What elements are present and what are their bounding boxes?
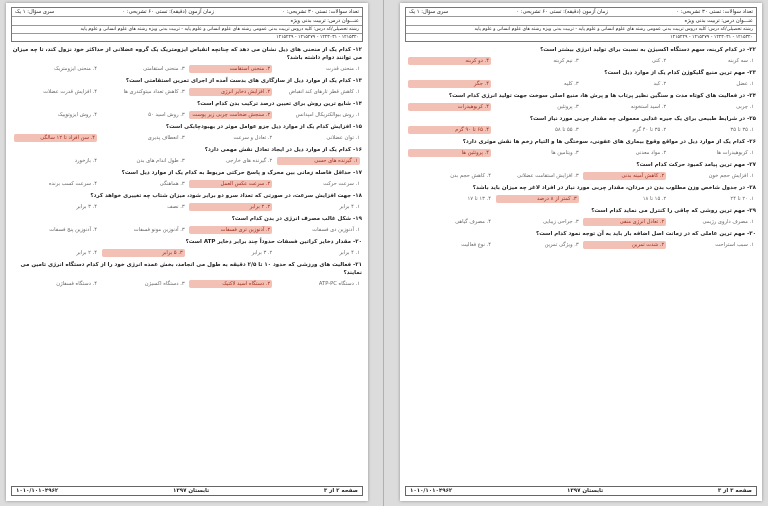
answer-option[interactable]: ۳. دستگاه اکسیژن <box>144 281 185 287</box>
answer-option[interactable]: ۱. روش بیوالکتریکال امپدانس <box>295 112 360 118</box>
answer-option[interactable]: ۳. پروتئین <box>557 104 579 110</box>
answer-option[interactable]: ۱. ۴ برابر <box>339 250 360 256</box>
page-footer <box>11 486 363 496</box>
answer-option[interactable]: ۱. سبب استراحت <box>715 242 754 248</box>
highlighted-answer[interactable]: ۳. کمتر از ۸ درصد <box>496 195 579 203</box>
question <box>12 261 362 288</box>
answer-option[interactable]: ۲. اسید استخونه <box>630 104 667 110</box>
exam-term: تابستان ۱۳۹۷ <box>567 488 604 494</box>
answer-option[interactable]: ۳. آدنوزین مونو فسفات <box>133 227 185 233</box>
highlighted-answer[interactable]: ۲. ۲ برابر <box>189 203 272 211</box>
doc-code: ۱۰۱۰/۱۰۱۰۴۹۶۲ <box>16 488 59 494</box>
header-field-row <box>12 26 362 34</box>
highlighted-answer[interactable]: ۴. کربوهیدرات <box>408 103 491 111</box>
answer-options <box>406 241 756 249</box>
answer-option[interactable]: ۱. توان عضلانی <box>326 135 360 141</box>
question <box>12 100 362 119</box>
answer-option[interactable]: ۲. ۳ برابر <box>251 250 273 256</box>
highlighted-answer[interactable]: ۴. ۶۵ تا ۹۰ گرم <box>408 126 491 134</box>
highlighted-answer[interactable]: ۴. پروتئین ها <box>408 149 491 157</box>
question-text: ۲۸- در جدول شاخص وزن مطلوب بدن در مردان، مقدار چربی مورد نیاز در افراد لاغر چه میزان باید باشد؟ <box>472 185 756 191</box>
answer-options <box>406 172 756 180</box>
answer-option[interactable]: ۳. ویتامین ها <box>551 150 579 156</box>
highlighted-answer[interactable]: ۳. ۵ برابر <box>102 249 185 257</box>
answer-option[interactable]: ۴. دستگاه فسفاژن <box>56 281 98 287</box>
question-text: ۱۲- کدام یک از منحنی های ذیل نشان می دهد که چنانچه انقباض ایزومتریک یک گروه عضلانی از حداکثر خود نزول کند، تا چه میزان می توانند دوام داشته باشد؟ <box>12 47 362 61</box>
answer-option[interactable]: ۴. سرعت کسب برنده <box>48 181 98 187</box>
header-meta-row <box>12 8 362 17</box>
answer-option[interactable]: ۲. مواد معدنی <box>635 150 667 156</box>
question <box>406 184 756 203</box>
answer-option[interactable]: ۴. افزایش قدرت عضلات <box>43 89 98 95</box>
answer-options <box>12 134 362 142</box>
highlighted-answer[interactable]: ۱. گیرنده های حسی <box>277 157 360 165</box>
course-title: عنـــوان درس: تربیت بدنی ویژه <box>684 18 753 24</box>
header-course-row <box>406 17 756 26</box>
answer-option[interactable]: ۴. ۲ برابر <box>76 250 98 256</box>
question-text: ۳۰- مهم ترین عاملی که در زمانت اصل اضافه بار باید به آن توجه نمود کدام است؟ <box>536 231 756 237</box>
question-text: ۲۱- فعالیت های ورزشی که حدود ۱۰ تا ۲/۵ دقیقه به طول می انجامد، بخش عمده انرژی خود را از کدام دستگاه انرژی تامین می نمایند؟ <box>20 262 362 276</box>
question-text: ۱۵- افزایش کدام یک از موارد ذیل جزو عوامل موثر در بهبودچابکی است؟ <box>165 124 362 130</box>
answer-option[interactable]: ۳. هماهنگی <box>159 181 185 187</box>
answer-option[interactable]: ۳. ویژگی تمرین <box>544 242 579 248</box>
answer-option[interactable]: ۱. مصرف داروی رژیمی <box>702 219 754 225</box>
answer-option[interactable]: ۲. تعادل و سرعت <box>233 135 273 141</box>
exam-page-2 <box>6 3 368 501</box>
answer-option[interactable]: ۴. منحنی ایزومتریک <box>54 66 98 72</box>
answer-option[interactable]: ۳. روش اسید ۵۰ <box>148 112 185 118</box>
answer-option[interactable]: ۴. ۳ برابر <box>76 204 98 210</box>
exam-page-3 <box>400 3 762 501</box>
answer-option[interactable]: ۱. منحنی قدرت <box>326 66 360 72</box>
answer-option[interactable]: ۱. سرعت حرکت <box>323 181 360 187</box>
question-list <box>406 46 756 249</box>
question-text: ۲۳- مهم ترین منبع گلیکوژن کدام یک از موارد ذیل است؟ <box>604 70 756 76</box>
highlighted-answer[interactable]: ۲. دستگاه اسید لاکتیک <box>189 280 272 288</box>
question-list <box>12 46 362 288</box>
answer-option[interactable]: ۱. ۴ برابر <box>339 204 360 210</box>
answer-option[interactable]: ۱. چربی <box>736 104 754 110</box>
answer-options <box>12 157 362 165</box>
field-of-study: رشته تحصیلی/کد درس: کلیه دروس تربیت بدنی عمومی رشته های علوم انسانی و علوم پایه - تربیت بدنی ویژه رشته های علوم انسانی و علوم پایه <box>474 27 753 32</box>
question-series: سری سؤال: ۱ یک <box>409 9 449 15</box>
question-text: ۲۴- در فعالیت های کوتاه مدت و سنگین نظیر پرتاب ها و پرش ها، منبع اصلی سوخت جهت تولید انرژی کدام است؟ <box>448 93 756 99</box>
question-text: ۲۶- کدام یک از موارد ذیل در مواقع وقوع بیماری های عفونی، سوختگی ها و التیام زخم ها نقش موثری دارد؟ <box>462 139 756 145</box>
page-number: صفحه ۲ از ۳ <box>323 488 358 494</box>
answer-option[interactable]: ۳. انعطاف پذیری <box>147 135 185 141</box>
exam-term: تابستان ۱۳۹۷ <box>173 488 210 494</box>
page-footer <box>405 486 757 496</box>
answer-option[interactable]: ۱. ۳۵ تا ۳۵ <box>730 127 754 133</box>
header-codes-row <box>12 34 362 41</box>
field-of-study: رشته تحصیلی/کد درس: کلیه دروس تربیت بدنی عمومی رشته های علوم انسانی و علوم پایه - تربیت بدنی ویژه رشته های علوم انسانی و علوم پایه <box>80 27 359 32</box>
answer-options <box>406 57 756 65</box>
header-meta-row <box>406 8 756 17</box>
question-text: ۲۲- در کدام کربنه، سهم دستگاه اکسیژن به نسبت برای تولید انرژی بیشتر است؟ <box>540 47 756 53</box>
answer-option[interactable]: ۴. مصرف گیاهی <box>455 219 492 225</box>
course-title: عنـــوان درس: تربیت بدنی ویژه <box>290 18 359 24</box>
question-count: تعداد سوالات: تستی ۳۰ تشریحی: ۰ <box>676 9 753 15</box>
question-text: ۱۶- کدام یک از موارد ذیل در ایجاد تعادل نقش مهمی دارد؟ <box>204 147 362 153</box>
question-series: سری سؤال: ۱ یک <box>15 9 55 15</box>
answer-option[interactable]: ۳. افزایش استقامت عضلانی <box>517 173 579 179</box>
question-text: ۲۹- مهم ترین روشی که چاقی را کنترل می نماید کدام است؟ <box>591 208 756 214</box>
exam-time: زمان آزمون (دقیقه): تستی ۶۰ تشریحی: ۰ <box>516 9 608 15</box>
question <box>12 123 362 142</box>
question <box>406 69 756 88</box>
answer-option[interactable]: ۳. نیم کربنه <box>553 58 579 64</box>
answer-option[interactable]: ۳. منحنی استقامتی <box>143 66 185 72</box>
answer-option[interactable]: ۲. گیرنده های خارجی <box>225 158 273 164</box>
answer-options <box>12 203 362 211</box>
answer-option[interactable]: ۲. ۳۵ تا ۴۰ گرم <box>632 127 667 133</box>
answer-option[interactable]: ۱. کربوهیدرات ها <box>716 150 754 156</box>
question <box>12 215 362 234</box>
header-field-row <box>406 26 756 34</box>
answer-options <box>406 149 756 157</box>
question <box>406 161 756 180</box>
highlighted-answer[interactable]: ۲. سرعت عکس العمل <box>189 180 272 188</box>
highlighted-answer[interactable]: ۴. سن افراد تا ۱۲ سالگی <box>14 134 97 142</box>
answer-options <box>406 126 756 134</box>
answer-option[interactable]: ۴. کاهش حجم بدن <box>450 173 492 179</box>
answer-options <box>12 180 362 188</box>
answer-option[interactable]: ۱. ۲۰ تا ۲۴ <box>730 196 754 202</box>
question <box>12 192 362 211</box>
exam-header <box>405 7 757 42</box>
highlighted-answer[interactable]: ۲. منحنی استقامت <box>189 65 272 73</box>
answer-option[interactable]: ۲. کتی <box>651 58 667 64</box>
question-text: ۱۴- شایع ترین روش برای تعیین درصد ترکیب بدن کدام است؟ <box>197 101 362 107</box>
page-number: صفحه ۳ از ۳ <box>717 488 752 494</box>
question-text: ۱۸- جهت افزایش سرعت، در صورتی که تعداد سرو دو برابر شود، میزان شتاب چه تغییری خواهد کرد؟ <box>90 193 362 199</box>
answer-option[interactable]: ۱. آدنوزین دی فسفات <box>312 227 360 233</box>
answer-option[interactable]: ۴. روش ایزوتوپیک <box>57 112 98 118</box>
question <box>12 169 362 188</box>
answer-option[interactable]: ۱. دستگاه ATP-PC <box>318 281 360 287</box>
answer-options <box>12 249 362 257</box>
question-text: ۲۵- در شرایط طبیعی برای یک جیره غذایی معمولی چه مقدار چربی مورد نیاز است؟ <box>529 116 756 122</box>
answer-option[interactable]: ۳. جراحی زیبایی <box>543 219 579 225</box>
header-codes-row <box>406 34 756 41</box>
answer-option[interactable]: ۳. طول اندام های بدن <box>136 158 185 164</box>
answer-option[interactable]: ۳. کاهش تعداد میتوکندری ها <box>123 89 185 95</box>
answer-option[interactable]: ۴. بازخورد <box>74 158 98 164</box>
answer-options <box>12 111 362 119</box>
header-course-row <box>12 17 362 26</box>
exam-time: زمان آزمون (دقیقه): تستی ۶۰ تشریحی: ۰ <box>122 9 214 15</box>
question <box>406 92 756 111</box>
question-text: ۲۷- مهم ترین پیامد کمبود حرکت کدام است؟ <box>636 162 756 168</box>
question-text: ۱۷- حداقل فاصله زمانی بین محرک و پاسخ حرکتی مربوط به کدام یک از موارد ذیل است؟ <box>121 170 362 176</box>
answer-option[interactable]: ۱. افزایش حجم خون <box>708 173 754 179</box>
answer-option[interactable]: ۳. ۵۵ تا ۵۸ <box>555 127 579 133</box>
answer-option[interactable]: ۴. آدنوزین پنج فسفات <box>49 227 98 233</box>
question-text: ۱۳- کدام یک از موارد ذیل از سازگاری های بدست آمده از اجرای تمرین استقامتی است؟ <box>125 78 362 84</box>
answer-option[interactable]: ۱. عضل <box>736 81 754 87</box>
highlighted-answer[interactable]: ۲. آدنوزین تری فسفات <box>189 226 272 234</box>
answer-options <box>12 280 362 288</box>
exam-header <box>11 7 363 42</box>
doc-code: ۱۰۱۰/۱۰۱۰۴۹۶۲ <box>410 488 453 494</box>
answer-option[interactable]: ۲. کبد <box>653 81 667 87</box>
highlighted-answer[interactable]: ۲. شدت تمرین <box>583 241 666 249</box>
answer-options <box>406 103 756 111</box>
answer-option[interactable]: ۳. کلیه <box>564 81 579 87</box>
question <box>406 230 756 249</box>
answer-options <box>406 195 756 203</box>
answer-option[interactable]: ۴. نوع فعالیت <box>461 242 492 248</box>
question <box>406 138 756 157</box>
course-codes: ۱۲۱۵۳۲۰ - ۱۲۲۳۰۳۱ - ۱۲۱۵۲۷۹ - ۱۲۱۵۲۲۹ <box>276 35 359 40</box>
highlighted-answer[interactable]: ۴. دو کربنه <box>408 57 491 65</box>
question <box>12 77 362 96</box>
question <box>406 115 756 134</box>
answer-options <box>12 88 362 96</box>
answer-options <box>12 65 362 73</box>
highlighted-answer[interactable]: ۲. تعادل انرژی منفی <box>583 218 666 226</box>
question-count: تعداد سوالات: تستی ۳۰ تشریحی: ۰ <box>282 9 359 15</box>
question <box>12 146 362 165</box>
answer-option[interactable]: ۱. سه کربنه <box>728 58 754 64</box>
question <box>406 46 756 65</box>
page-separator <box>383 0 384 506</box>
question-text: ۱۹- شکل غالب مصرف انرژی در بدن کدام است؟ <box>231 216 362 222</box>
answer-options <box>406 218 756 226</box>
answer-option[interactable]: ۴. ۱۳ تا ۱۷ <box>467 196 492 202</box>
highlighted-answer[interactable]: ۴. جگر <box>408 80 491 88</box>
question-text: ۲۰- مقدار ذخایر کراتین فسفات حدوداً چند برابر ذخایر ATP است؟ <box>185 239 362 245</box>
highlighted-answer[interactable]: ۲. افزایش ذخایر انرژی <box>189 88 272 96</box>
answer-options <box>12 226 362 234</box>
highlighted-answer[interactable]: ۲. کاهش آمینه بدنی <box>583 172 666 180</box>
question <box>406 207 756 226</box>
answer-option[interactable]: ۲. ۱۵ تا ۱۸ <box>642 196 667 202</box>
course-codes: ۱۲۱۵۳۲۰ - ۱۲۲۳۰۳۱ - ۱۲۱۵۲۷۹ - ۱۲۱۵۲۲۹ <box>670 35 753 40</box>
highlighted-answer[interactable]: ۲. سنجش ضخامت چربی زیر پوست <box>189 111 272 119</box>
answer-option[interactable]: ۳. نصف <box>167 204 185 210</box>
question <box>12 46 362 73</box>
answer-option[interactable]: ۱. کاهش قطر تارهای کند انقباض <box>288 89 360 95</box>
answer-options <box>406 80 756 88</box>
question <box>12 238 362 257</box>
